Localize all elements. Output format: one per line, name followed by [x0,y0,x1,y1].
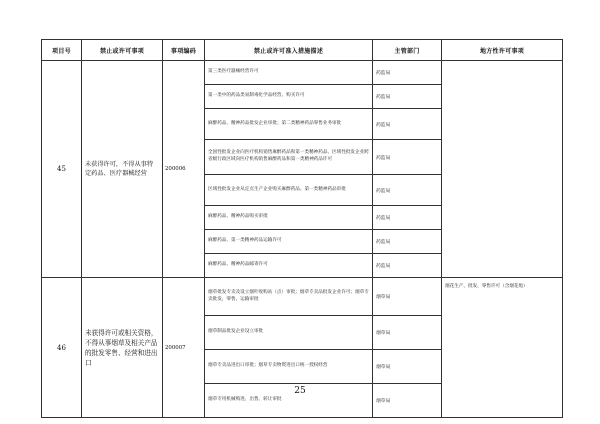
measure-dept: 药监局 [373,140,442,175]
measure-desc: 第一类中的药品类易制毒化学品经营、购买许可 [205,85,373,109]
measure-dept: 药监局 [373,230,442,254]
row-item: 未获得许可或相关资格，不得从事烟草及相关产品的批发零售、经营和进出口 [82,278,163,418]
page-number: 25 [294,386,306,396]
measure-dept: 药监局 [373,206,442,230]
header-number: 项目号 [42,40,82,61]
header-local: 地方性许可事项 [442,40,563,61]
row-item: 未获得许可，不得从事特定药品、医疗器械经营 [82,61,163,278]
measure-dept: 烟草局 [373,278,442,316]
header-row [42,40,563,61]
row-local: 烟花生产、批发、零售许可（含烟花炮） [442,278,563,418]
measure-desc: 区域性批发企业从定点生产企业购买麻醉药品、第一类精神药品审批 [205,175,373,206]
measure-dept: 药监局 [373,254,442,278]
measure-desc: 第三类医疗器械经营许可 [205,61,373,85]
measure-desc: 烟草批发专卖及设立烟叶收购站（点）审批；烟草专卖品批发企业许可；烟草专卖批发、零售、运输审批 [205,278,373,316]
measure-dept: 烟草局 [373,316,442,350]
header-code: 事项编码 [163,40,205,61]
measure-desc: 全国性批发企业向医疗机构销售麻醉药品和第一类精神药品、区域性批发企业跨省级行政区域向医疗机构销售麻醉药品和第一类精神药品许可 [205,140,373,175]
measure-desc: 麻醉药品、第一类精神药品运输许可 [205,230,373,254]
measure-dept: 药监局 [373,109,442,140]
permit-table [41,39,563,418]
measure-desc: 烟草专卖品进出口审批；烟草专卖物资进出口统一授权经营 [205,350,373,384]
measure-dept: 药监局 [373,61,442,85]
measure-dept: 烟草局 [373,350,442,384]
row-code: 200007 [163,278,205,418]
table-row [42,278,563,316]
header-measure: 禁止或许可准入措施描述 [205,40,373,61]
header-dept: 主管部门 [373,40,442,61]
row-local [442,61,563,278]
measure-desc: 麻醉药品、精神药品邮寄许可 [205,254,373,278]
measure-dept: 烟草局 [373,384,442,418]
measure-desc: 麻醉药品、精神药品购买审批 [205,206,373,230]
measure-desc: 烟草专用机械购进、出售、转让审批 [205,384,373,418]
measure-dept: 药监局 [373,85,442,109]
measure-desc: 麻醉药品、精神药品批发企业审批；第二类精神药品零售业务审批 [205,109,373,140]
measure-dept: 药监局 [373,175,442,206]
row-code: 200006 [163,61,205,278]
table-row [42,61,563,85]
header-item: 禁止或许可事项 [82,40,163,61]
row-number: 46 [42,278,82,418]
row-number: 45 [42,61,82,278]
measure-desc: 烟草制品批发企业设立审批 [205,316,373,350]
